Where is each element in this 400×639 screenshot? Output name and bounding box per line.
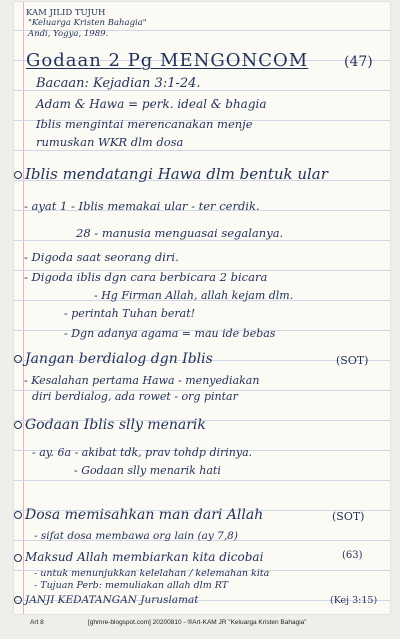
section-heading (14, 351, 213, 367)
title-number: (47) (344, 54, 373, 70)
section-heading-text: Iblis mendatangi Hawa dlm bentuk ular (25, 165, 328, 183)
source-line-2: "Keluarga Kristen Bahagia" (28, 18, 147, 28)
section-heading (14, 594, 199, 606)
bullet-icon (14, 355, 22, 363)
footer-credit: [ghmre-blogspot.com] 20200810 - ®Art-KAM JR "Keluarga Kristen Bahagia" (88, 619, 307, 626)
note-line: - Dgn adanya agama = mau ide bebas (64, 327, 276, 340)
iblis-line-2: rumuskan WKR dlm dosa (36, 135, 184, 149)
section-heading-text: Jangan berdialog dgn Iblis (25, 351, 213, 367)
note-line: - Godaan slly menarik hati (74, 464, 221, 477)
section-tag: (63) (342, 550, 363, 561)
bullet-icon (14, 421, 22, 429)
bullet-icon (14, 511, 22, 519)
note-line: diri berdialog, ada rowet - org pintar (32, 390, 238, 403)
ruled-line (14, 150, 390, 151)
note-line: - Digoda saat seorang diri. (24, 250, 179, 264)
source-line-3: Andi, Yogya, 1989. (28, 29, 109, 39)
section-heading (14, 417, 206, 433)
section-heading (14, 165, 328, 183)
section-heading (14, 550, 263, 564)
section-heading-text: JANJI KEDATANGAN Juruslamat (25, 594, 199, 606)
section-heading-text: Dosa memisahkan man dari Allah (25, 507, 264, 523)
adam-hawa-line: Adam & Hawa = perk. ideal & bhagia (36, 97, 267, 111)
section-heading-text: Godaan Iblis slly menarik (25, 417, 206, 433)
note-line: - sifat dosa membawa org lain (ay 7,8) (34, 530, 238, 542)
bullet-icon (14, 554, 22, 562)
note-line: - untuk menunjukkan kelelahan / kelemahan kita (34, 568, 270, 579)
section-tag: (SOT) (332, 510, 365, 523)
section-tag: (Kej 3:15) (330, 595, 378, 606)
section-tag: (SOT) (336, 354, 369, 367)
bullet-icon (14, 171, 22, 179)
note-line: - Digoda iblis dgn cara berbicara 2 bicara (24, 270, 268, 284)
bullet-icon (14, 596, 22, 604)
reading-line: Bacaan: Kejadian 3:1-24. (36, 76, 201, 91)
ruled-line (14, 240, 390, 241)
notebook-paper (14, 2, 390, 614)
note-line: - Hg Firman Allah, allah kejam dlm. (94, 289, 294, 302)
note-line: - ay. 6a - akibat tdk, prav tohdp dirinya. (32, 446, 253, 459)
note-line: 28 - manusia menguasai segalanya. (76, 226, 284, 240)
note-line: - perintah Tuhan berat! (64, 307, 196, 320)
note-line: - Tujuan Perb: memuliakan allah dlm RT (34, 580, 229, 591)
page-title: Godaan 2 Pg MENGONCOM (26, 50, 309, 71)
section-heading (14, 507, 263, 523)
section-heading-text: Maksud Allah membiarkan kita dicobai (25, 550, 264, 564)
ruled-line (14, 480, 390, 481)
note-line: - ayat 1 - Iblis memakai ular - ter cerdik. (24, 199, 260, 213)
source-line-1: KAM JILID TUJUH (26, 8, 106, 18)
footer-label: Art 8 (30, 619, 44, 626)
note-line: - Kesalahan pertama Hawa - menyediakan (24, 374, 260, 387)
iblis-line-1: Iblis mengintai merencanakan menje (36, 117, 253, 131)
